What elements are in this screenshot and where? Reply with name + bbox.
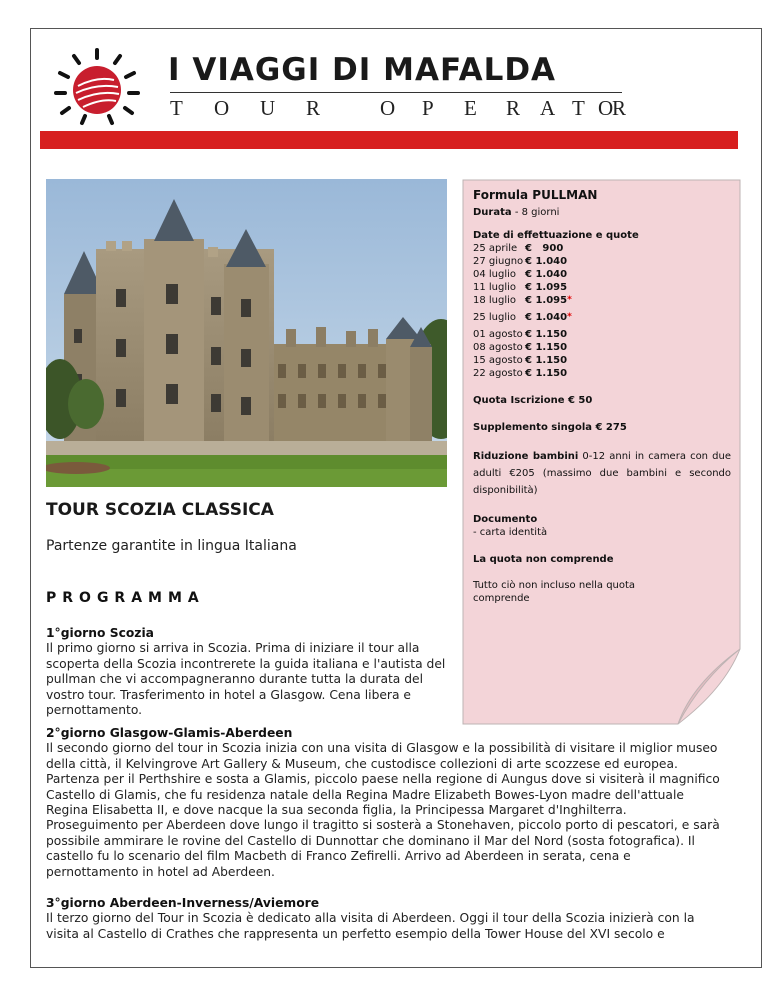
price-cell: € 1.150 — [525, 355, 568, 366]
price-star: * — [567, 295, 572, 305]
red-header-bar — [40, 131, 738, 149]
info-panel-content — [473, 189, 731, 605]
price-cell: € 1.040 — [525, 269, 568, 280]
day-3 — [46, 896, 726, 942]
dates-list — [473, 242, 731, 380]
day-text-continued: Proseguimento per Aberdeen dove lungo il tragitto si sosterà a Stonehaven, piccolo porto di pescatori, e sarà possibile ammirare le rovine del Castello di Dunnottar che dominano il Mar del Nord (sosta fotografica). Il castello fu lo scenario del film Macbeth di Franco Zefirelli. Arrivo ad Aberdeen in serata, cena e pernottamento in hotel ad Aberdeen. — [46, 818, 720, 879]
sun-logo-icon — [52, 46, 142, 126]
day-text: Il secondo giorno del tour in Scozia inizia con una visita di Glasgow e la possibilità di visitare il miglior museo della città, il Kelvingrove Art Gallery & Museum, che custodisce collezioni di arte scozzese ed europea. Partenza per il Perthshire e sosta a Glamis, piccolo paese nella regione di Aungus dove si visiterà il magnifico Castello di Glamis, che fu residenza natale della Regina Madre Elizabeth Bowes-Lyon madre dell'attuale Regina Elisabetta II, e dove nacque la sua seconda figlia, la Principessa Margaret d'Inghilterra. — [46, 741, 720, 818]
tagline-letter: R — [306, 96, 321, 120]
tagline-letter: T — [572, 96, 585, 120]
dates-section — [473, 229, 731, 380]
date-cell: 15 agosto — [473, 355, 523, 366]
date-cell: 25 aprile — [473, 243, 518, 254]
day-text: Il terzo giorno del Tour in Scozia è dedicato alla visita di Aberdeen. Oggi il tour della Scozia inizierà con la visita al Castello di Crathes che rappresenta un perfetto esempio della Tower House del XVI secolo e — [46, 911, 695, 941]
date-cell: 22 agosto — [473, 368, 523, 379]
price-cell: € 1.040 — [525, 256, 568, 267]
price-cell: € 1.095 — [525, 282, 568, 293]
castle-photo — [46, 179, 447, 487]
durata-line — [473, 206, 731, 219]
tagline-letter: T — [170, 96, 183, 120]
tagline-letter: A — [540, 96, 556, 120]
documento-text: - carta identità — [473, 527, 548, 538]
day-1 — [46, 626, 451, 718]
tour-title: TOUR SCOZIA CLASSICA — [46, 500, 274, 520]
date-cell: 25 luglio — [473, 312, 517, 323]
brand — [168, 52, 628, 120]
tagline-letter: P — [422, 96, 434, 120]
tagline-letter: O — [380, 96, 396, 120]
day-heading: 1°giorno Scozia — [46, 626, 154, 640]
price-cell: € 1.150 — [525, 342, 568, 353]
brand-name: I VIAGGI DI MAFALDA — [168, 52, 557, 88]
date-cell: 27 giugno — [473, 256, 524, 267]
day-heading: 2°giorno Glasgow-Glamis-Aberdeen — [46, 726, 293, 740]
quota-iscrizione: Quota Iscrizione € 50 — [473, 395, 593, 406]
price-value: € 1.040 — [525, 312, 568, 323]
day-2 — [46, 726, 726, 880]
date-cell: 01 agosto — [473, 329, 523, 340]
price-cell: € 900 — [525, 243, 564, 254]
tagline-letter: E — [464, 96, 477, 120]
info-panel — [462, 179, 741, 726]
tagline-letter: O — [214, 96, 230, 120]
documento-label: Documento — [473, 514, 538, 525]
riduzione-label: Riduzione bambini — [473, 451, 579, 462]
tutto-non-incluso: Tutto ciò non incluso nella quota comprende — [473, 580, 636, 604]
tagline-letter: R — [506, 96, 521, 120]
durata-label: Durata — [473, 207, 512, 218]
price-cell — [525, 294, 595, 307]
formula-title: Formula PULLMAN — [473, 188, 598, 202]
date-cell: 11 luglio — [473, 282, 517, 293]
tagline-letter: R — [612, 96, 627, 120]
riduzione-bambini — [473, 448, 731, 499]
riduzione-text: 0-12 anni in camera con due adulti €205 (massimo due bambini e secondo disponibilità) — [473, 451, 731, 496]
programma-heading: PROGRAMMA — [46, 590, 205, 606]
day-text: Il primo giorno si arriva in Scozia. Prima di iniziare il tour alla scoperta della Scozia incontrerete la guida italiana e l'autista del pullman che vi accompagneranno durante tutta la durata del vostro tour. Trasferimento in hotel a Glasgow. Cena libera e pernottamento. — [46, 641, 446, 718]
brand-divider — [170, 92, 622, 93]
tour-subtitle: Partenze garantite in lingua Italiana — [46, 538, 297, 554]
supplemento-singola: Supplemento singola € 275 — [473, 422, 627, 433]
tagline-letter: U — [260, 96, 276, 120]
dates-heading: Date di effettuazione e quote — [473, 230, 639, 241]
price-star: * — [567, 312, 572, 322]
tagline-letter: O — [598, 96, 614, 120]
documento-section — [473, 513, 731, 539]
quota-non-comprende: La quota non comprende — [473, 554, 614, 565]
price-cell — [525, 311, 595, 324]
price-cell: € 1.150 — [525, 368, 568, 379]
date-cell: 18 luglio — [473, 295, 517, 306]
price-value: € 1.095 — [525, 295, 568, 306]
day-heading: 3°giorno Aberdeen-Inverness/Aviemore — [46, 896, 320, 910]
price-cell: € 1.150 — [525, 329, 568, 340]
durata-value: - 8 giorni — [511, 207, 560, 218]
date-cell: 08 agosto — [473, 342, 523, 353]
date-cell: 04 luglio — [473, 269, 517, 280]
